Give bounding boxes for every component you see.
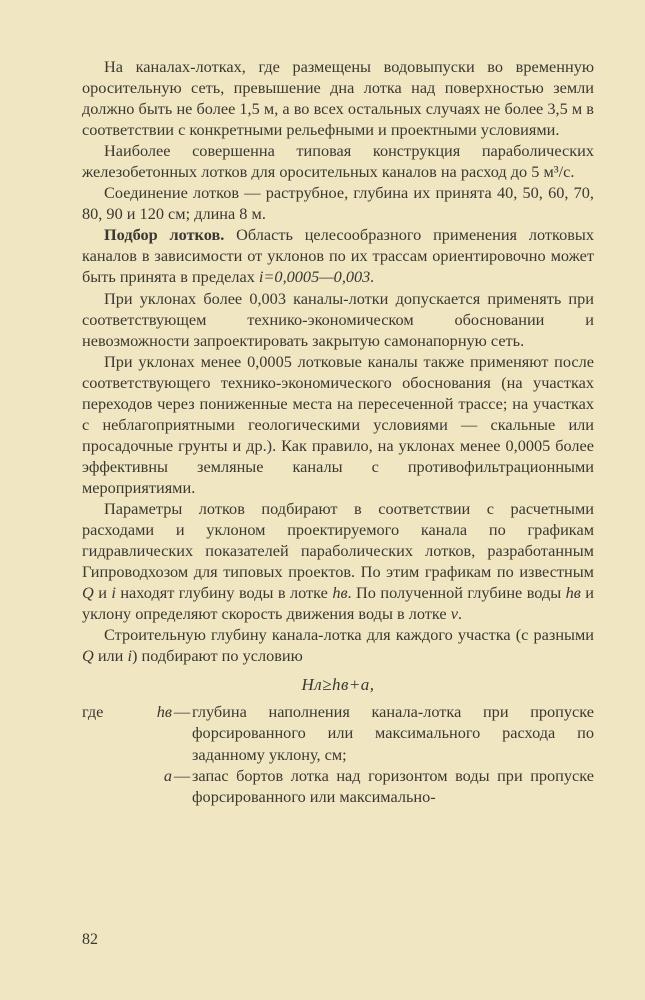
definition-a: [82, 765, 594, 807]
definition-symbol: a: [163, 765, 172, 785]
symbol-i-2: i: [127, 646, 133, 666]
paragraph-8: [82, 624, 594, 666]
definition-hv: [82, 701, 594, 764]
paragraph-4-text: Область целесообразного применения лотковых каналов в зависимости от уклонов по их трассам ориентировочно может быть принята в пределах: [82, 225, 594, 287]
definition-dash: —: [173, 702, 191, 722]
symbol-i: i: [111, 583, 116, 603]
p7-and: и: [98, 583, 107, 603]
section-heading-lotki: Подбор лотков.: [104, 225, 225, 245]
symbol-q: Q: [82, 583, 94, 603]
paragraph-7: [82, 498, 594, 624]
paragraph-6: При уклонах менее 0,0005 лотковые каналы также применяют после соответствующего технико-экономического обоснования (на участках переходов через пониженные места на пересеченной трассе; на участках с неблагоприятными геологическими условиями — скальные или просадочные грунты и др.). Как правило, на уклонах менее 0,0005 более эффективны земляные каналы с противофильтрационными мероприятиями.: [82, 351, 594, 497]
definitions-list: [82, 701, 594, 806]
definition-symbol: hв: [156, 702, 172, 722]
paragraph-1: На каналах-лотках, где размещены водовыпуски во временную оросительную сеть, превышение дна лотка над поверхностью земли должно быть не более 1,5 м, а во всех остальных случаях не более 3,5 м в соответствии с конкретными рельефными и проектными условиями.: [82, 57, 594, 140]
page-body: [82, 56, 594, 807]
page-number: 82: [82, 931, 98, 948]
definition-lead: где: [82, 702, 104, 722]
p8-or: или: [97, 646, 124, 666]
paragraph-5: При уклонах более 0,003 каналы-лотки допускается применять при соответствующем технико-экономическом обосновании и невозможности запроектировать закрытую самонапорную сеть.: [82, 288, 594, 350]
p7-part-c: . По полученной глубине воды: [347, 583, 562, 603]
paragraph-2: Наиболее совершенна типовая конструкция параболических железобетонных лотков для оросительных каналов на расход до 5 м³/с.: [82, 141, 594, 182]
depth-formula: Hл≥hв+a,: [301, 675, 375, 695]
p7-part-d: и уклону определяют скорость движения воды в лотке: [82, 583, 594, 624]
symbol-hv: hв: [332, 583, 348, 603]
paragraph-4: [82, 224, 594, 287]
definition-text: запас бортов лотка над горизонтом воды при пропуске форсированного или максимально-: [192, 765, 594, 806]
definition-text: глубина наполнения канала-лотка при пропуске форсированного или максимального расхода по заданному уклону, см;: [192, 702, 594, 764]
slope-range: i=0,0005—0,003.: [258, 267, 375, 287]
symbol-hv-2: hв: [565, 583, 581, 603]
paragraph-3: Соединение лотков — раструбное, глубина их принята 40, 50, 60, 70, 80, 90 и 120 см; длина 8 м.: [82, 183, 594, 224]
p7-part-a: Параметры лотков подбирают в соответствии с расчетными расходами и уклоном проектируемого канала по графикам гидравлических показателей параболических лотков, разработанным Гипроводхозом для типовых проектов. По этим графикам по известным: [82, 498, 594, 582]
p7-part-b: находят глубину воды в лотке: [120, 583, 328, 603]
definition-dash: —: [173, 765, 191, 785]
symbol-v: v: [450, 604, 458, 624]
p8-part-a: Строительную глубину канала-лотка для каждого участка (с разными: [104, 625, 594, 645]
symbol-q-2: Q: [82, 646, 94, 666]
p7-end: .: [457, 604, 462, 624]
p8-part-b: ) подбирают по условию: [132, 646, 303, 666]
